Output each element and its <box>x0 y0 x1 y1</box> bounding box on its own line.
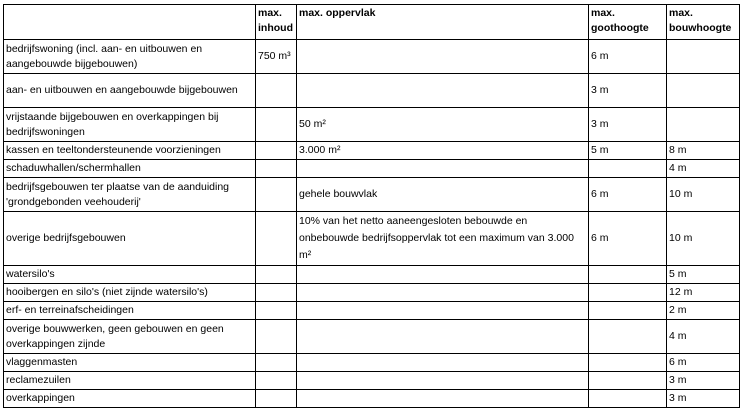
cell-goothoogte: 6 m <box>589 40 667 74</box>
table-header-row <box>4 5 740 40</box>
cell-goothoogte <box>589 266 667 284</box>
cell-bouwhoogte <box>667 108 740 142</box>
row-label: vlaggenmasten <box>4 354 256 372</box>
table-row <box>4 108 740 142</box>
cell-goothoogte <box>589 320 667 354</box>
row-label: overige bouwwerken, geen gebouwen en geen overkappingen zijnde <box>4 320 256 354</box>
cell-inhoud <box>256 266 297 284</box>
cell-bouwhoogte: 5 m <box>667 266 740 284</box>
row-label: hooibergen en silo's (niet zijnde watersilo's) <box>4 284 256 302</box>
row-label: schaduwhallen/schermhallen <box>4 160 256 178</box>
cell-inhoud <box>256 302 297 320</box>
cell-oppervlak <box>297 302 589 320</box>
cell-bouwhoogte: 10 m <box>667 212 740 266</box>
cell-inhoud <box>256 354 297 372</box>
cell-goothoogte: 3 m <box>589 108 667 142</box>
cell-bouwhoogte: 12 m <box>667 284 740 302</box>
cell-bouwhoogte <box>667 74 740 108</box>
cell-bouwhoogte: 4 m <box>667 160 740 178</box>
table-row <box>4 142 740 160</box>
cell-oppervlak <box>297 390 589 408</box>
row-label: bedrijfswoning (incl. aan- en uitbouwen en aangebouwde bijgebouwen) <box>4 40 256 74</box>
cell-bouwhoogte: 6 m <box>667 354 740 372</box>
table-row <box>4 160 740 178</box>
row-label: watersilo's <box>4 266 256 284</box>
table-row <box>4 212 740 266</box>
row-label: vrijstaande bijgebouwen en overkappingen bij bedrijfswoningen <box>4 108 256 142</box>
cell-oppervlak <box>297 284 589 302</box>
cell-inhoud <box>256 372 297 390</box>
cell-inhoud <box>256 178 297 212</box>
cell-inhoud <box>256 284 297 302</box>
cell-goothoogte: 6 m <box>589 178 667 212</box>
cell-bouwhoogte: 3 m <box>667 390 740 408</box>
table-row <box>4 372 740 390</box>
table-row <box>4 284 740 302</box>
cell-inhoud <box>256 320 297 354</box>
header-max-bouwhoogte: max. bouwhoogte <box>667 5 740 40</box>
row-label: erf- en terreinafscheidingen <box>4 302 256 320</box>
table-row <box>4 74 740 108</box>
cell-goothoogte: 6 m <box>589 212 667 266</box>
cell-goothoogte <box>589 302 667 320</box>
cell-oppervlak: 3.000 m² <box>297 142 589 160</box>
cell-inhoud <box>256 212 297 266</box>
cell-goothoogte <box>589 390 667 408</box>
header-label <box>4 5 256 40</box>
cell-bouwhoogte: 4 m <box>667 320 740 354</box>
cell-goothoogte <box>589 160 667 178</box>
table-row <box>4 178 740 212</box>
header-max-oppervlak: max. oppervlak <box>297 5 589 40</box>
cell-inhoud <box>256 390 297 408</box>
cell-oppervlak <box>297 266 589 284</box>
row-label: overkappingen <box>4 390 256 408</box>
table-row <box>4 266 740 284</box>
cell-bouwhoogte: 2 m <box>667 302 740 320</box>
cell-oppervlak: gehele bouwvlak <box>297 178 589 212</box>
cell-oppervlak <box>297 40 589 74</box>
row-label: overige bedrijfsgebouwen <box>4 212 256 266</box>
row-label: bedrijfsgebouwen ter plaatse van de aanduiding 'grondgebonden veehouderij' <box>4 178 256 212</box>
cell-oppervlak <box>297 74 589 108</box>
header-max-inhoud: max. inhoud <box>256 5 297 40</box>
cell-goothoogte <box>589 372 667 390</box>
cell-goothoogte: 5 m <box>589 142 667 160</box>
table-row <box>4 390 740 408</box>
cell-goothoogte <box>589 354 667 372</box>
cell-bouwhoogte: 3 m <box>667 372 740 390</box>
cell-oppervlak: 10% van het netto aaneengesloten bebouwde en onbebouwde bedrijfsoppervlak tot een maximum van 3.000 m² <box>297 212 589 266</box>
cell-inhoud: 750 m³ <box>256 40 297 74</box>
cell-oppervlak <box>297 372 589 390</box>
cell-goothoogte: 3 m <box>589 74 667 108</box>
table-row <box>4 40 740 74</box>
cell-oppervlak: 50 m² <box>297 108 589 142</box>
row-label: aan- en uitbouwen en aangebouwde bijgebouwen <box>4 74 256 108</box>
header-max-goothoogte: max. goothoogte <box>589 5 667 40</box>
cell-bouwhoogte: 10 m <box>667 178 740 212</box>
table-row <box>4 354 740 372</box>
cell-bouwhoogte <box>667 40 740 74</box>
cell-inhoud <box>256 108 297 142</box>
cell-oppervlak <box>297 160 589 178</box>
cell-inhoud <box>256 74 297 108</box>
row-label: reclamezuilen <box>4 372 256 390</box>
table-row <box>4 302 740 320</box>
cell-inhoud <box>256 142 297 160</box>
building-regulations-table <box>3 4 740 408</box>
cell-oppervlak <box>297 354 589 372</box>
cell-inhoud <box>256 160 297 178</box>
cell-bouwhoogte: 8 m <box>667 142 740 160</box>
row-label: kassen en teeltondersteunende voorzieningen <box>4 142 256 160</box>
cell-oppervlak <box>297 320 589 354</box>
table-row <box>4 320 740 354</box>
cell-goothoogte <box>589 284 667 302</box>
